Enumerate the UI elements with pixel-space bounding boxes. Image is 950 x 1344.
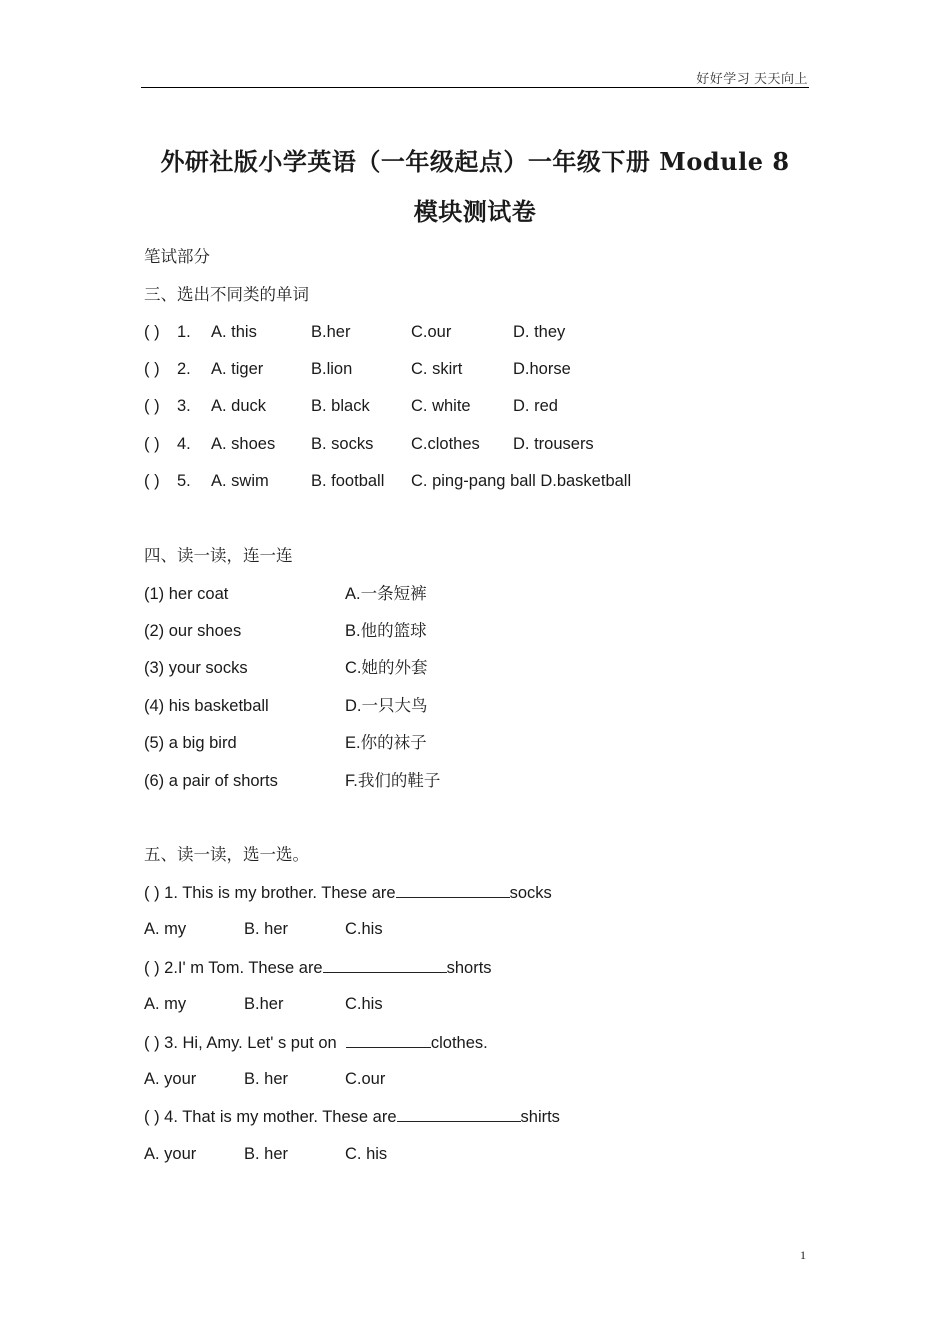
option-a: A. my (144, 920, 187, 938)
match-letter: D. (345, 697, 362, 715)
written-part-label: 笔试部分 (144, 247, 210, 266)
answer-bracket[interactable]: ( ) (144, 323, 160, 341)
option-b: B.her (244, 995, 284, 1013)
match-left[interactable]: (3) your socks (144, 659, 248, 677)
question-text: 1. This is my brother. These are (164, 884, 396, 902)
option-b: B. her (244, 1145, 289, 1163)
option-b: B. her (244, 920, 289, 938)
match-text: 一条短裤 (360, 584, 427, 603)
match-right[interactable] (345, 657, 428, 679)
option-c: C. white (411, 397, 471, 415)
option-c-d: C. ping-pang ball D.basketball (411, 472, 632, 490)
option-c: C.our (345, 1070, 386, 1088)
question-text: 2.I' m Tom. These are (164, 959, 323, 977)
item-number: 4. (177, 435, 191, 453)
page-number: 1 (800, 1248, 806, 1262)
question-tail: clothes. (430, 1034, 488, 1052)
question (144, 1105, 560, 1128)
match-letter: E. (345, 734, 361, 752)
match-letter: B. (345, 622, 361, 640)
item-number: 1. (177, 323, 191, 341)
answer-blank[interactable] (323, 956, 447, 973)
match-text: 你的袜子 (360, 733, 427, 752)
match-right[interactable] (345, 770, 440, 792)
answer-bracket[interactable]: ( ) (144, 1034, 160, 1052)
option-b: B.lion (311, 360, 353, 378)
match-letter: C. (345, 659, 362, 677)
options-row (144, 1068, 444, 1090)
question (144, 956, 492, 979)
answer-bracket[interactable]: ( ) (144, 959, 160, 977)
question-tail: shorts (446, 959, 492, 977)
match-letter: A. (345, 585, 361, 603)
section3-item (144, 395, 804, 417)
option-c: C.his (345, 920, 383, 938)
option-a: A. tiger (211, 360, 264, 378)
match-right[interactable] (345, 695, 428, 717)
option-b: B. football (311, 472, 385, 490)
page-title: 外研社版小学英语（一年级起点）一年级下册 Module 8 (160, 147, 790, 176)
match-text: 他的篮球 (360, 621, 427, 640)
option-a: A. duck (211, 397, 267, 415)
answer-bracket[interactable]: ( ) (144, 360, 160, 378)
item-number: 3. (177, 397, 191, 415)
answer-blank[interactable] (396, 881, 510, 898)
match-letter: F. (345, 772, 358, 790)
match-left[interactable]: (4) his basketball (144, 697, 269, 715)
option-d: D. they (513, 323, 566, 341)
header-motto: 好好学习 天天向上 (696, 71, 808, 86)
question-tail: socks (509, 884, 552, 902)
item-number: 5. (177, 472, 191, 490)
option-b: B. her (244, 1070, 289, 1088)
match-left[interactable]: (6) a pair of shorts (144, 772, 278, 790)
section3-item (144, 470, 804, 492)
option-c: C.his (345, 995, 383, 1013)
answer-bracket[interactable]: ( ) (144, 435, 160, 453)
option-a: A. your (144, 1145, 197, 1163)
section3-item (144, 321, 804, 343)
match-right[interactable] (345, 620, 427, 642)
question (144, 881, 552, 904)
header-rule (141, 87, 809, 88)
item-number: 2. (177, 360, 191, 378)
answer-bracket[interactable]: ( ) (144, 1108, 160, 1126)
section4-heading: 四、读一读，连一连 (144, 546, 293, 565)
option-d: D.horse (513, 360, 571, 378)
match-text: 她的外套 (361, 658, 428, 677)
option-c: C.our (411, 323, 452, 341)
option-a: A. this (211, 323, 257, 341)
section3-heading: 三、选出不同类的单词 (144, 285, 309, 304)
section5-heading: 五、读一读，选一选。 (144, 845, 309, 864)
match-right[interactable] (345, 732, 427, 754)
answer-blank[interactable] (397, 1105, 521, 1122)
option-b: B.her (311, 323, 351, 341)
option-c: C. skirt (411, 360, 463, 378)
option-d: D. trousers (513, 435, 594, 453)
match-row (144, 770, 544, 792)
page-subtitle: 模块测试卷 (413, 197, 537, 226)
question-tail: shirts (520, 1108, 560, 1126)
answer-bracket[interactable]: ( ) (144, 472, 160, 490)
match-row (144, 583, 544, 605)
answer-bracket[interactable]: ( ) (144, 397, 160, 415)
option-c: C.clothes (411, 435, 480, 453)
options-row (144, 993, 444, 1015)
options-row (144, 1143, 444, 1165)
match-row (144, 732, 544, 754)
question (144, 1031, 488, 1054)
match-text: 我们的鞋子 (357, 771, 441, 790)
match-row (144, 695, 544, 717)
options-row (144, 918, 444, 940)
match-row (144, 620, 544, 642)
option-a: A. swim (211, 472, 269, 490)
question-text: 4. That is my mother. These are (164, 1108, 397, 1126)
option-a: A. your (144, 1070, 197, 1088)
question-text: 3. Hi, Amy. Let' s put on (164, 1034, 337, 1052)
option-d: D. red (513, 397, 558, 415)
match-left[interactable]: (5) a big bird (144, 734, 237, 752)
match-row (144, 657, 544, 679)
section3-item (144, 358, 804, 380)
match-text: 一只大鸟 (361, 696, 428, 715)
option-a: A. shoes (211, 435, 276, 453)
match-left[interactable]: (2) our shoes (144, 622, 242, 640)
section3-item (144, 433, 804, 455)
option-a: A. my (144, 995, 187, 1013)
option-b: B. black (311, 397, 370, 415)
option-c: C. his (345, 1145, 388, 1163)
match-left[interactable]: (1) her coat (144, 585, 229, 603)
match-right[interactable] (345, 583, 427, 605)
answer-blank[interactable] (346, 1031, 431, 1048)
answer-bracket[interactable]: ( ) (144, 884, 160, 902)
option-b: B. socks (311, 435, 374, 453)
